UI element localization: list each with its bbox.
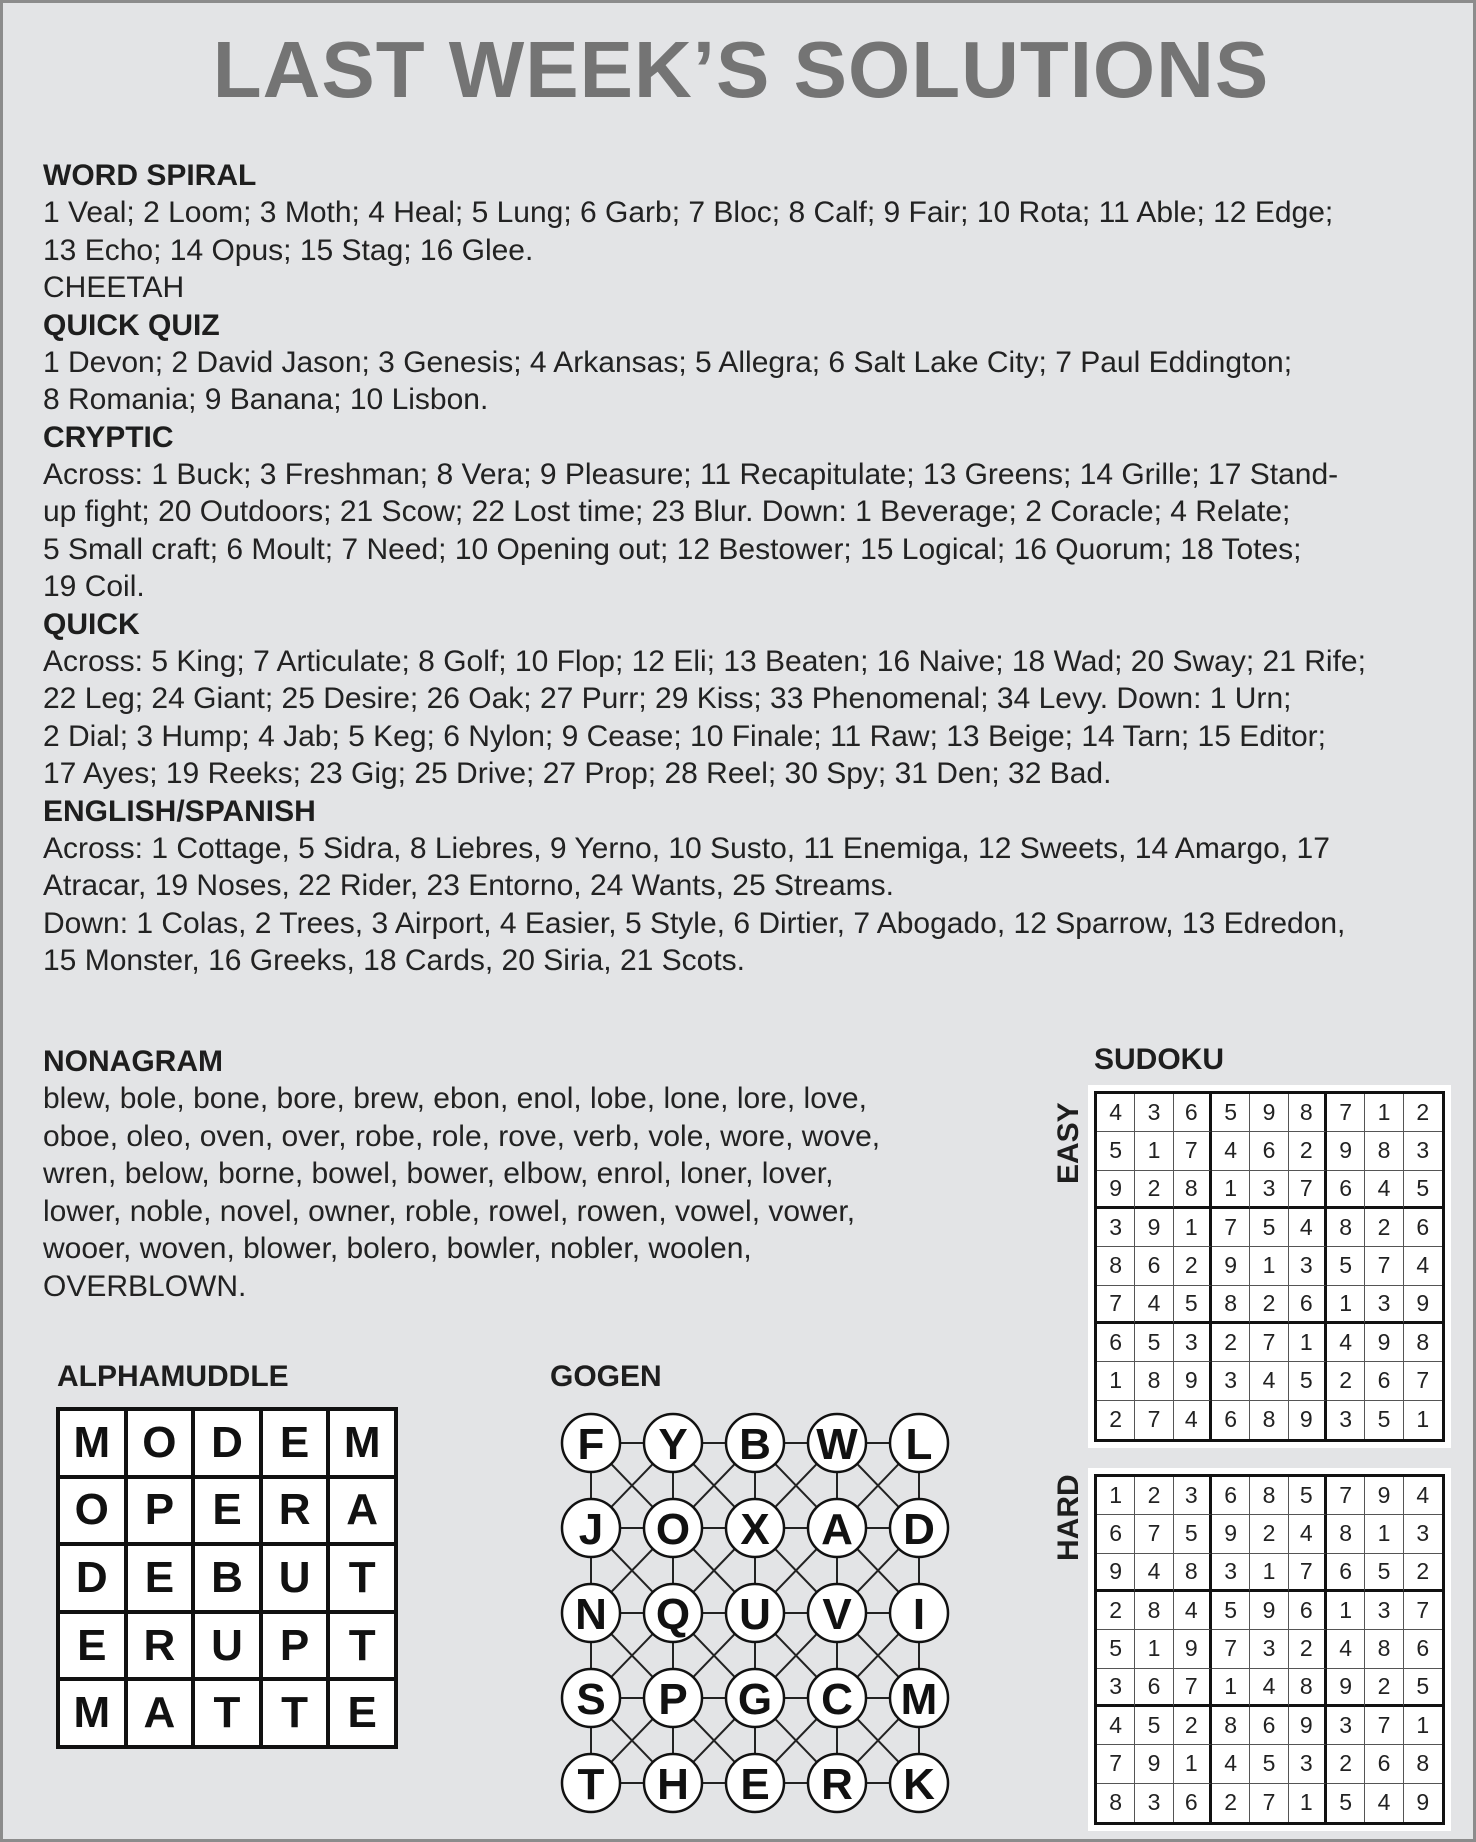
sudoku-cell: 2: [1327, 1745, 1365, 1783]
sudoku-cell: 6: [1212, 1477, 1250, 1515]
sudoku-cell: 2: [1250, 1286, 1288, 1324]
sudoku-cell: 3: [1404, 1132, 1442, 1170]
sudoku-cell: 7: [1174, 1669, 1212, 1707]
sudoku-cell: 4: [1327, 1630, 1365, 1668]
sudoku-cell: 8: [1327, 1209, 1365, 1247]
easy-sudoku-grid: [1094, 1091, 1445, 1442]
sudoku-cell: 1: [1097, 1477, 1135, 1515]
sudoku-cell: 9: [1135, 1745, 1173, 1783]
gogen-letter: S: [576, 1675, 606, 1724]
nonagram-line: wren, below, borne, bowel, bower, elbow, enrol, loner, lover,: [43, 1157, 834, 1190]
sudoku-cell: 9: [1174, 1630, 1212, 1668]
sudoku-cell: 9: [1416, 1789, 1430, 1816]
sudoku-cell: 4: [1135, 1286, 1173, 1324]
sudoku-cell: 5: [1097, 1132, 1135, 1170]
sudoku-cell: 2: [1212, 1784, 1250, 1822]
section-line: CHEETAH: [43, 271, 185, 304]
sudoku-cell: 6: [1404, 1209, 1442, 1247]
section-line: 19 Coil.: [43, 570, 145, 603]
gogen-grid: [543, 1400, 963, 1830]
section-heading: WORD SPIRAL: [43, 159, 257, 192]
sudoku-cell: 1: [1365, 1094, 1403, 1132]
sudoku-cell: 7: [1404, 1362, 1442, 1400]
sudoku-cell: 9: [1097, 1554, 1135, 1592]
sudoku-cell: 6: [1289, 1286, 1327, 1324]
sudoku-cell: 5: [1365, 1401, 1403, 1439]
gogen-letter: G: [737, 1675, 773, 1724]
easy-sudoku: [1088, 1085, 1451, 1448]
gogen-letter: L: [905, 1420, 933, 1469]
sudoku-cell: 7: [1097, 1745, 1135, 1783]
sudoku-cell: 3: [1250, 1630, 1288, 1668]
sudoku-cell: 1: [1097, 1362, 1135, 1400]
gogen-letter: N: [575, 1590, 607, 1639]
sudoku-cell: 2: [1250, 1515, 1288, 1553]
sudoku-cell: 8: [1097, 1784, 1135, 1822]
section-line: Across: 5 King; 7 Articulate; 8 Golf; 10 Flop; 12 Eli; 13 Beaten; 16 Naive; 18 Wad; 20 Sway; 21 Rife;: [43, 644, 1366, 678]
section-line: 1 Devon; 2 David Jason; 3 Genesis; 4 Arkansas; 5 Allegra; 6 Salt Lake City; 7 Paul Eddington;: [43, 345, 1293, 379]
sudoku-cell: 6: [1135, 1669, 1173, 1707]
sudoku-cell: 9: [1250, 1094, 1288, 1132]
sudoku-cell: 8: [1135, 1592, 1173, 1630]
sudoku-cell: 4: [1365, 1784, 1403, 1822]
gogen-letter: Q: [655, 1590, 691, 1639]
alphamuddle-cell: U: [193, 1612, 261, 1680]
sudoku-cell: 1: [1135, 1132, 1173, 1170]
section-heading: CRYPTIC: [43, 420, 174, 454]
hard-sudoku: [1088, 1468, 1451, 1831]
sudoku-cell: 6: [1327, 1171, 1365, 1209]
gogen-letter: T: [577, 1760, 605, 1809]
sudoku-cell: 7: [1404, 1592, 1442, 1630]
sudoku-cell: 7: [1327, 1477, 1365, 1515]
section-line: 22 Leg; 24 Giant; 25 Desire; 26 Oak; 27 Purr; 29 Kiss; 33 Phenomenal; 34 Levy. Down: 1 Urn;: [43, 682, 1292, 715]
sudoku-cell: 2: [1289, 1630, 1327, 1668]
sudoku-cell: 9: [1327, 1669, 1365, 1707]
sudoku-cell: 9: [1097, 1171, 1135, 1209]
text-solutions: [43, 157, 1453, 980]
sudoku-cell: 8: [1174, 1554, 1212, 1592]
sudoku-cell: 3: [1327, 1401, 1365, 1439]
sudoku-cell: 5: [1289, 1477, 1327, 1515]
sudoku-cell: 8: [1365, 1132, 1403, 1170]
sudoku-cell: 9: [1212, 1515, 1250, 1553]
sudoku-cell: 2: [1289, 1132, 1327, 1170]
gogen-letter: A: [821, 1505, 853, 1554]
sudoku-cell: 5: [1135, 1707, 1173, 1745]
alphamuddle-cell: E: [126, 1544, 194, 1612]
gogen-letter: V: [822, 1590, 852, 1639]
section-line: 13 Echo; 14 Opus; 15 Stag; 16 Glee.: [43, 233, 534, 267]
sudoku-cell: 6: [1327, 1554, 1365, 1592]
sudoku-cell: 7: [1365, 1247, 1403, 1285]
sudoku-cell: 2: [1174, 1247, 1212, 1285]
sudoku-cell: 8: [1404, 1745, 1442, 1783]
sudoku-cell: 1: [1250, 1554, 1288, 1592]
sudoku-cell: 3: [1135, 1094, 1173, 1132]
sudoku-cell: 5: [1327, 1247, 1365, 1285]
alphamuddle-cell: R: [261, 1477, 329, 1545]
sudoku-cell: 4: [1212, 1132, 1250, 1170]
gogen-letter: C: [821, 1675, 853, 1724]
nonagram-section: [43, 1043, 1003, 1305]
sudoku-cell: 1: [1135, 1630, 1173, 1668]
alphamuddle-heading: ALPHAMUDDLE: [57, 1360, 289, 1393]
sudoku-cell: 4: [1404, 1477, 1442, 1515]
sudoku-cell: 1: [1327, 1286, 1365, 1324]
sudoku-cell: 9: [1135, 1209, 1173, 1247]
sudoku-cell: 8: [1289, 1669, 1327, 1707]
alphamuddle-cell: E: [193, 1477, 261, 1545]
gogen-letter: B: [739, 1420, 771, 1469]
alphamuddle-cell: T: [328, 1544, 396, 1612]
nonagram-line: lower, noble, novel, owner, roble, rowel, rowen, vowel, vower,: [43, 1194, 856, 1228]
gogen-letter: P: [658, 1675, 688, 1724]
sudoku-cell: 4: [1174, 1592, 1212, 1630]
sudoku-cell: 5: [1404, 1669, 1442, 1707]
sudoku-cell: 4: [1097, 1707, 1135, 1745]
gogen-letter: U: [739, 1590, 771, 1639]
sudoku-cell: 1: [1212, 1669, 1250, 1707]
sudoku-cell: 9: [1404, 1286, 1442, 1324]
gogen-letter: W: [816, 1420, 858, 1469]
gogen-letter: D: [903, 1505, 935, 1554]
sudoku-cell: 5: [1212, 1592, 1250, 1630]
sudoku-cell: 4: [1289, 1209, 1327, 1247]
sudoku-cell: 9: [1365, 1477, 1403, 1515]
sudoku-cell: 7: [1250, 1324, 1288, 1362]
alphamuddle-cell: M: [58, 1679, 126, 1747]
sudoku-cell: 4: [1174, 1401, 1212, 1439]
alphamuddle-cell: T: [261, 1679, 329, 1747]
sudoku-cell: 1: [1212, 1171, 1250, 1209]
sudoku-cell: 5: [1174, 1286, 1212, 1324]
sudoku-cell: 6: [1174, 1784, 1212, 1822]
alphamuddle-cell: P: [261, 1612, 329, 1680]
sudoku-cell: 2: [1327, 1362, 1365, 1400]
nonagram-line: oboe, oleo, oven, over, robe, role, rove, verb, vole, wore, wove,: [43, 1119, 881, 1153]
sudoku-cell: 3: [1212, 1554, 1250, 1592]
hard-sudoku-grid: [1094, 1474, 1445, 1825]
sudoku-cell: 9: [1174, 1362, 1212, 1400]
sudoku-cell: 4: [1289, 1515, 1327, 1553]
sudoku-cell: 3: [1097, 1669, 1135, 1707]
nonagram-line: OVERBLOWN.: [43, 1269, 247, 1303]
sudoku-cell: 5: [1250, 1745, 1288, 1783]
sudoku-cell: 6: [1097, 1324, 1135, 1362]
alphamuddle-cell: A: [328, 1477, 396, 1545]
sudoku-cell: 1: [1174, 1745, 1212, 1783]
alphamuddle-cell: T: [193, 1679, 261, 1747]
sudoku-cell: 2: [1365, 1669, 1403, 1707]
sudoku-cell: 8: [1135, 1362, 1173, 1400]
sudoku-cell: 7: [1289, 1554, 1327, 1592]
sudoku-heading: SUDOKU: [1094, 1043, 1225, 1076]
sudoku-cell: 3: [1289, 1247, 1327, 1285]
sudoku-cell: 4: [1365, 1171, 1403, 1209]
sudoku-cell: 4: [1250, 1669, 1288, 1707]
sudoku-cell: 7: [1212, 1209, 1250, 1247]
sudoku-cell: 2: [1212, 1324, 1250, 1362]
sudoku-cell: 3: [1327, 1707, 1365, 1745]
sudoku-cell: 9: [1327, 1132, 1365, 1170]
sudoku-cell: 8: [1365, 1630, 1403, 1668]
page-title: LAST WEEK’S SOLUTIONS: [212, 25, 1270, 114]
sudoku-cell: 3: [1250, 1171, 1288, 1209]
sudoku-cell: 2: [1404, 1094, 1442, 1132]
sudoku-cell: 7: [1097, 1286, 1135, 1324]
sudoku-cell: 3: [1174, 1324, 1212, 1362]
sudoku-cell: 1: [1416, 1406, 1430, 1433]
sudoku-cell: 4: [1135, 1554, 1173, 1592]
sudoku-cell: 3: [1212, 1362, 1250, 1400]
gogen-letter: F: [577, 1420, 605, 1469]
sudoku-cell: 6: [1250, 1707, 1288, 1745]
sudoku-cell: 3: [1289, 1745, 1327, 1783]
section-line: 5 Small craft; 6 Moult; 7 Need; 10 Opening out; 12 Bestower; 15 Logical; 16 Quorum; 18 Totes;: [43, 532, 1302, 566]
sudoku-cell: 5: [1250, 1209, 1288, 1247]
sudoku-cell: 6: [1404, 1630, 1442, 1668]
nonagram-line: wooer, woven, blower, bolero, bowler, nobler, woolen,: [43, 1232, 752, 1265]
alphamuddle-grid: [56, 1407, 398, 1749]
section-line: 2 Dial; 3 Hump; 4 Jab; 5 Keg; 6 Nylon; 9 Cease; 10 Finale; 11 Raw; 13 Beige; 14 Tarn; 15 Editor;: [43, 719, 1326, 753]
sudoku-cell: 2: [1097, 1592, 1135, 1630]
gogen-letter: Y: [658, 1420, 688, 1469]
sudoku-cell: 7: [1365, 1707, 1403, 1745]
alphamuddle-cell: A: [126, 1679, 194, 1747]
sudoku-cell: 4: [1404, 1247, 1442, 1285]
sudoku-cell: 3: [1174, 1477, 1212, 1515]
sudoku-cell: 6: [1289, 1592, 1327, 1630]
section-line: 8 Romania; 9 Banana; 10 Lisbon.: [43, 383, 489, 416]
gogen-letter: I: [912, 1590, 926, 1639]
sudoku-cell: 3: [1404, 1515, 1442, 1553]
gogen-letter: O: [655, 1505, 691, 1554]
sudoku-cell: 8: [1250, 1477, 1288, 1515]
alphamuddle-cell: E: [58, 1612, 126, 1680]
alphamuddle-cell: M: [58, 1409, 126, 1477]
sudoku-cell: 5: [1365, 1554, 1403, 1592]
section-heading: QUICK QUIZ: [43, 308, 220, 342]
sudoku-cell: 3: [1135, 1784, 1173, 1822]
sudoku-cell: 2: [1135, 1171, 1173, 1209]
alphamuddle-cell: E: [328, 1679, 396, 1747]
sudoku-cell: 1: [1174, 1209, 1212, 1247]
sudoku-cell: 7: [1327, 1094, 1365, 1132]
gogen-heading: GOGEN: [550, 1360, 662, 1393]
alphamuddle-cell: O: [126, 1409, 194, 1477]
alphamuddle-cell: O: [58, 1477, 126, 1545]
sudoku-cell: 1: [1250, 1247, 1288, 1285]
alphamuddle-cell: U: [261, 1544, 329, 1612]
alphamuddle-cell: M: [328, 1409, 396, 1477]
section-line: 15 Monster, 16 Greeks, 18 Cards, 20 Siria, 21 Scots.: [43, 944, 746, 977]
sudoku-cell: 4: [1212, 1745, 1250, 1783]
sudoku-cell: 2: [1404, 1554, 1442, 1592]
alphamuddle-cell: R: [126, 1612, 194, 1680]
sudoku-cell: 7: [1250, 1784, 1288, 1822]
sudoku-cell: 9: [1289, 1401, 1327, 1439]
gogen-letter: M: [900, 1675, 938, 1724]
sudoku-cell: 8: [1097, 1247, 1135, 1285]
sudoku-cell: 8: [1289, 1094, 1327, 1132]
section-line: Across: 1 Cottage, 5 Sidra, 8 Liebres, 9 Yerno, 10 Susto, 11 Enemiga, 12 Sweets, 14 Amargo, 17: [43, 831, 1330, 865]
section-heading: QUICK: [43, 607, 140, 641]
sudoku-cell: 6: [1212, 1401, 1250, 1439]
sudoku-cell: 5: [1212, 1094, 1250, 1132]
sudoku-cell: 1: [1327, 1592, 1365, 1630]
sudoku-cell: 6: [1365, 1362, 1403, 1400]
sudoku-cell: 7: [1174, 1132, 1212, 1170]
sudoku-cell: 7: [1289, 1171, 1327, 1209]
sudoku-cell: 4: [1097, 1094, 1135, 1132]
nonagram-line: blew, bole, bone, bore, brew, ebon, enol, lobe, lone, lore, love,: [43, 1082, 867, 1115]
nonagram-words: [43, 1080, 1003, 1305]
sudoku-cell: 5: [1404, 1171, 1442, 1209]
alphamuddle-cell: T: [328, 1612, 396, 1680]
section-line: 1 Veal; 2 Loom; 3 Moth; 4 Heal; 5 Lung; 6 Garb; 7 Bloc; 8 Calf; 9 Fair; 10 Rota; 11 Able; 12 Edge;: [43, 196, 1334, 229]
gogen-letter: H: [657, 1760, 689, 1809]
sudoku-cell: 9: [1289, 1707, 1327, 1745]
sudoku-cell: 8: [1404, 1324, 1442, 1362]
sudoku-cell: 6: [1135, 1247, 1173, 1285]
sudoku-cell: 3: [1365, 1286, 1403, 1324]
sudoku-cell: 5: [1174, 1515, 1212, 1553]
section-heading: ENGLISH/SPANISH: [43, 794, 316, 828]
sudoku-cell: 5: [1327, 1784, 1365, 1822]
sudoku-cell: 7: [1135, 1515, 1173, 1553]
sudoku-cell: 3: [1365, 1592, 1403, 1630]
sudoku-cell: 3: [1097, 1209, 1135, 1247]
section-line: 17 Ayes; 19 Reeks; 23 Gig; 25 Drive; 27 Prop; 28 Reel; 30 Spy; 31 Den; 32 Bad.: [43, 757, 1112, 790]
sudoku-cell: 8: [1212, 1707, 1250, 1745]
section-line: up fight; 20 Outdoors; 21 Scow; 22 Lost time; 23 Blur. Down: 1 Beverage; 2 Coracle; 4 Relate;: [43, 495, 1291, 528]
sudoku-cell: 2: [1135, 1477, 1173, 1515]
gogen-letter: X: [740, 1505, 770, 1554]
alphamuddle-cell: E: [261, 1409, 329, 1477]
sudoku-cell: 6: [1250, 1132, 1288, 1170]
sudoku-cell: 8: [1174, 1171, 1212, 1209]
sudoku-cell: 6: [1365, 1745, 1403, 1783]
sudoku-cell: 8: [1327, 1515, 1365, 1553]
sudoku-cell: 4: [1250, 1362, 1288, 1400]
alphamuddle-cell: B: [193, 1544, 261, 1612]
gogen-letter: K: [903, 1760, 935, 1809]
gogen-letter: E: [740, 1760, 770, 1809]
sudoku-cell: 4: [1327, 1324, 1365, 1362]
hard-label: HARD: [1052, 1474, 1085, 1561]
section-line: Atracar, 19 Noses, 22 Rider, 23 Entorno, 24 Wants, 25 Streams.: [43, 869, 894, 902]
sudoku-cell: 5: [1097, 1630, 1135, 1668]
sudoku-cell: 6: [1174, 1094, 1212, 1132]
sudoku-cell: 1: [1365, 1515, 1403, 1553]
section-line: Down: 1 Colas, 2 Trees, 3 Airport, 4 Easier, 5 Style, 6 Dirtier, 7 Abogado, 12 Sparrow, 13 Edredon,: [43, 906, 1346, 940]
sudoku-cell: 8: [1212, 1286, 1250, 1324]
sudoku-cell: 9: [1250, 1592, 1288, 1630]
sudoku-cell: 5: [1135, 1324, 1173, 1362]
sudoku-cell: 2: [1174, 1707, 1212, 1745]
sudoku-cell: 5: [1289, 1362, 1327, 1400]
gogen-letter: R: [821, 1760, 853, 1809]
sudoku-cell: 6: [1097, 1515, 1135, 1553]
sudoku-cell: 9: [1212, 1247, 1250, 1285]
nonagram-heading: NONAGRAM: [43, 1045, 223, 1078]
alphamuddle-cell: P: [126, 1477, 194, 1545]
easy-label: EASY: [1052, 1102, 1085, 1184]
gogen-letter: J: [578, 1505, 604, 1554]
alphamuddle-cell: D: [193, 1409, 261, 1477]
section-line: Across: 1 Buck; 3 Freshman; 8 Vera; 9 Pleasure; 11 Recapitulate; 13 Greens; 14 Grille; 17 Stand-: [43, 457, 1339, 491]
sudoku-cell: 1: [1289, 1784, 1327, 1822]
sudoku-cell: 2: [1097, 1401, 1135, 1439]
sudoku-cell: 7: [1212, 1630, 1250, 1668]
sudoku-cell: 1: [1289, 1324, 1327, 1362]
sudoku-cell: 2: [1365, 1209, 1403, 1247]
sudoku-cell: 1: [1404, 1707, 1442, 1745]
sudoku-cell: 7: [1135, 1401, 1173, 1439]
sudoku-cell: 9: [1365, 1324, 1403, 1362]
sudoku-cell: 8: [1250, 1401, 1288, 1439]
alphamuddle-cell: D: [58, 1544, 126, 1612]
